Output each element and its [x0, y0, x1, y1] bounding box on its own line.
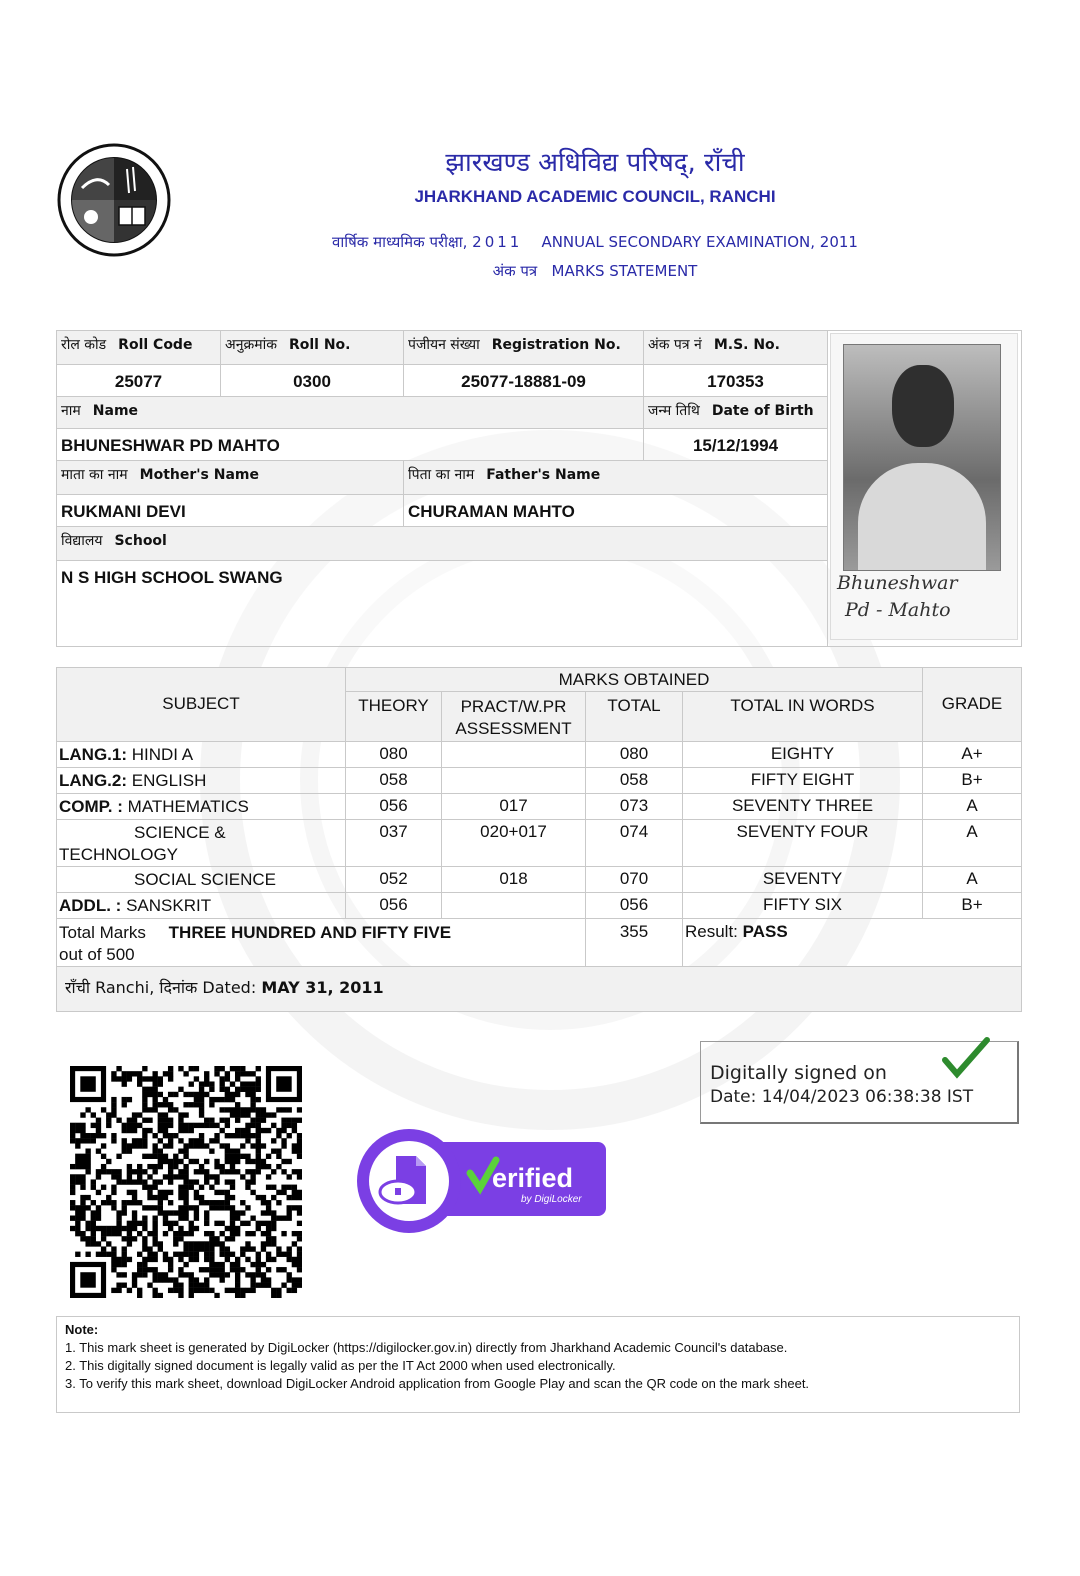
subject-cell: LANG.1: HINDI A [57, 742, 346, 768]
ms-title-hindi: अंक पत्र [492, 262, 538, 280]
marks-total-cell: 080 [586, 742, 683, 768]
header-marks-obtained: MARKS OBTAINED [346, 668, 923, 692]
registration-value: 25077-18881-09 [404, 365, 644, 397]
marks-pract-cell: 020+017 [442, 820, 586, 867]
badge-verified-text: erified [492, 1163, 574, 1193]
marks-total-cell: 073 [586, 794, 683, 820]
dob-value: 15/12/1994 [644, 429, 828, 461]
marks-theory-cell: 056 [346, 794, 442, 820]
marks-pract-cell [442, 742, 586, 768]
student-photo [830, 333, 1018, 640]
marks-grade-cell: A [923, 820, 1021, 867]
marks-total-cell: 056 [586, 893, 683, 919]
dob-label: जन्म तिथि Date of Birth [644, 397, 828, 429]
marks-table [56, 667, 1022, 1012]
council-logo [57, 143, 171, 257]
roll-code-value: 25077 [57, 365, 221, 397]
marks-total-cell: 074 [586, 820, 683, 867]
place-hindi: राँची [65, 978, 90, 997]
total-out-of: out of 500 [59, 945, 135, 964]
exam-title [200, 232, 990, 252]
dated-label: Dated: [202, 978, 257, 997]
header-subject: SUBJECT [57, 668, 346, 742]
father-value: CHURAMAN MAHTO [404, 495, 828, 527]
header-theory: THEORY [346, 692, 442, 742]
header-total-words: TOTAL IN WORDS [683, 692, 923, 742]
marks-words-cell: SEVENTY THREE [683, 794, 923, 820]
photo-image [843, 344, 1001, 571]
note-line-1: 1. This mark sheet is generated by DigiLocker (https://digilocker.gov.in) directly from Jharkhand Academic Council's database. [65, 1340, 788, 1355]
council-title-english: JHARKHAND ACADEMIC COUNCIL, RANCHI [414, 187, 776, 206]
note-line-3: 3. To verify this mark sheet, download DigiLocker Android application from Google Play and scan the QR code on the mark sheet. [65, 1376, 810, 1391]
father-label: पिता का नाम Father's Name [404, 461, 828, 495]
council-title-hindi: झारखण्ड अधिविद्य परिषद्, राँची [445, 148, 745, 178]
total-marks-value: 355 [586, 919, 683, 967]
marks-pract-cell [442, 768, 586, 794]
marks-pract-cell: 017 [442, 794, 586, 820]
subject-cell: SCIENCE & TECHNOLOGY [57, 820, 346, 867]
verified-by-digilocker-badge [356, 1128, 607, 1234]
marks-words-cell: EIGHTY [683, 742, 923, 768]
header-practical: PRACT/W.PR ASSESSMENT [442, 692, 586, 742]
signed-text: Digitally signed on [710, 1062, 887, 1084]
note-line-2: 2. This digitally signed document is legally valid as per the IT Act 2000 when used electronically. [65, 1358, 616, 1373]
roll-code-label: रोल कोड Roll Code [57, 331, 221, 365]
marks-total-cell: 058 [586, 768, 683, 794]
marks-pract-cell [442, 893, 586, 919]
total-marks-cell [57, 919, 586, 967]
name-value: BHUNESHWAR PD MAHTO [57, 429, 644, 461]
header-grade: GRADE [923, 668, 1021, 742]
marks-grade-cell: A [923, 867, 1021, 893]
marks-pract-cell: 018 [442, 867, 586, 893]
school-value: N S HIGH SCHOOL SWANG [57, 561, 828, 646]
subject-cell: LANG.2: ENGLISH [57, 768, 346, 794]
subject-cell: COMP. : MATHEMATICS [57, 794, 346, 820]
dated-hindi: दिनांक [159, 978, 198, 997]
total-marks-words: THREE HUNDRED AND FIFTY FIVE [168, 923, 452, 942]
marks-grade-cell: B+ [923, 893, 1021, 919]
marks-words-cell: SEVENTY FOUR [683, 820, 923, 867]
marks-words-cell: FIFTY SIX [683, 893, 923, 919]
subject-cell: SOCIAL SCIENCE [57, 867, 346, 893]
roll-no-label: अनुक्रमांक Roll No. [221, 331, 404, 365]
student-signature: Bhuneshwar Pd - Mahto [837, 572, 958, 621]
registration-label: पंजीयन संख्या Registration No. [404, 331, 644, 365]
qr-code[interactable] [70, 1066, 302, 1298]
exam-year: 2011 [472, 233, 523, 251]
place: Ranchi, [95, 978, 155, 997]
mother-value: RUKMANI DEVI [57, 495, 404, 527]
ms-no-value: 170353 [644, 365, 828, 397]
digital-signature-box [700, 1041, 1019, 1124]
note-box [56, 1316, 1020, 1413]
exam-title-english: ANNUAL SECONDARY EXAMINATION, 2011 [541, 233, 858, 251]
marks-theory-cell: 056 [346, 893, 442, 919]
marks-statement-title [300, 261, 890, 281]
mother-label: माता का नाम Mother's Name [57, 461, 404, 495]
dated-row [57, 967, 1021, 1011]
marks-theory-cell: 052 [346, 867, 442, 893]
exam-title-hindi: वार्षिक माध्यमिक परीक्षा, [332, 233, 468, 251]
marks-grade-cell: B+ [923, 768, 1021, 794]
ms-title-english: MARKS STATEMENT [551, 262, 698, 280]
roll-no-value: 0300 [221, 365, 404, 397]
ms-no-label: अंक पत्र नं M.S. No. [644, 331, 828, 365]
header-total: TOTAL [586, 692, 683, 742]
result-value: PASS [742, 922, 788, 941]
total-marks-label: Total Marks [59, 923, 146, 942]
marks-grade-cell: A [923, 794, 1021, 820]
subject-cell: ADDL. : SANSKRIT [57, 893, 346, 919]
signed-date: Date: 14/04/2023 06:38:38 IST [710, 1087, 974, 1107]
result-cell [683, 919, 1021, 967]
badge-digilocker-text: by DigiLocker [521, 1194, 582, 1205]
name-label: नाम Name [57, 397, 644, 429]
marks-grade-cell: A+ [923, 742, 1021, 768]
result-label: Result: [685, 922, 738, 941]
marks-theory-cell: 058 [346, 768, 442, 794]
marks-words-cell: SEVENTY [683, 867, 923, 893]
marks-words-cell: FIFTY EIGHT [683, 768, 923, 794]
checkmark-icon [941, 1036, 991, 1080]
note-title: Note: [65, 1322, 99, 1337]
marks-total-cell: 070 [586, 867, 683, 893]
marks-theory-cell: 080 [346, 742, 442, 768]
school-label: विद्यालय School [57, 527, 828, 561]
dated-value: MAY 31, 2011 [261, 978, 384, 997]
marks-theory-cell: 037 [346, 820, 442, 867]
